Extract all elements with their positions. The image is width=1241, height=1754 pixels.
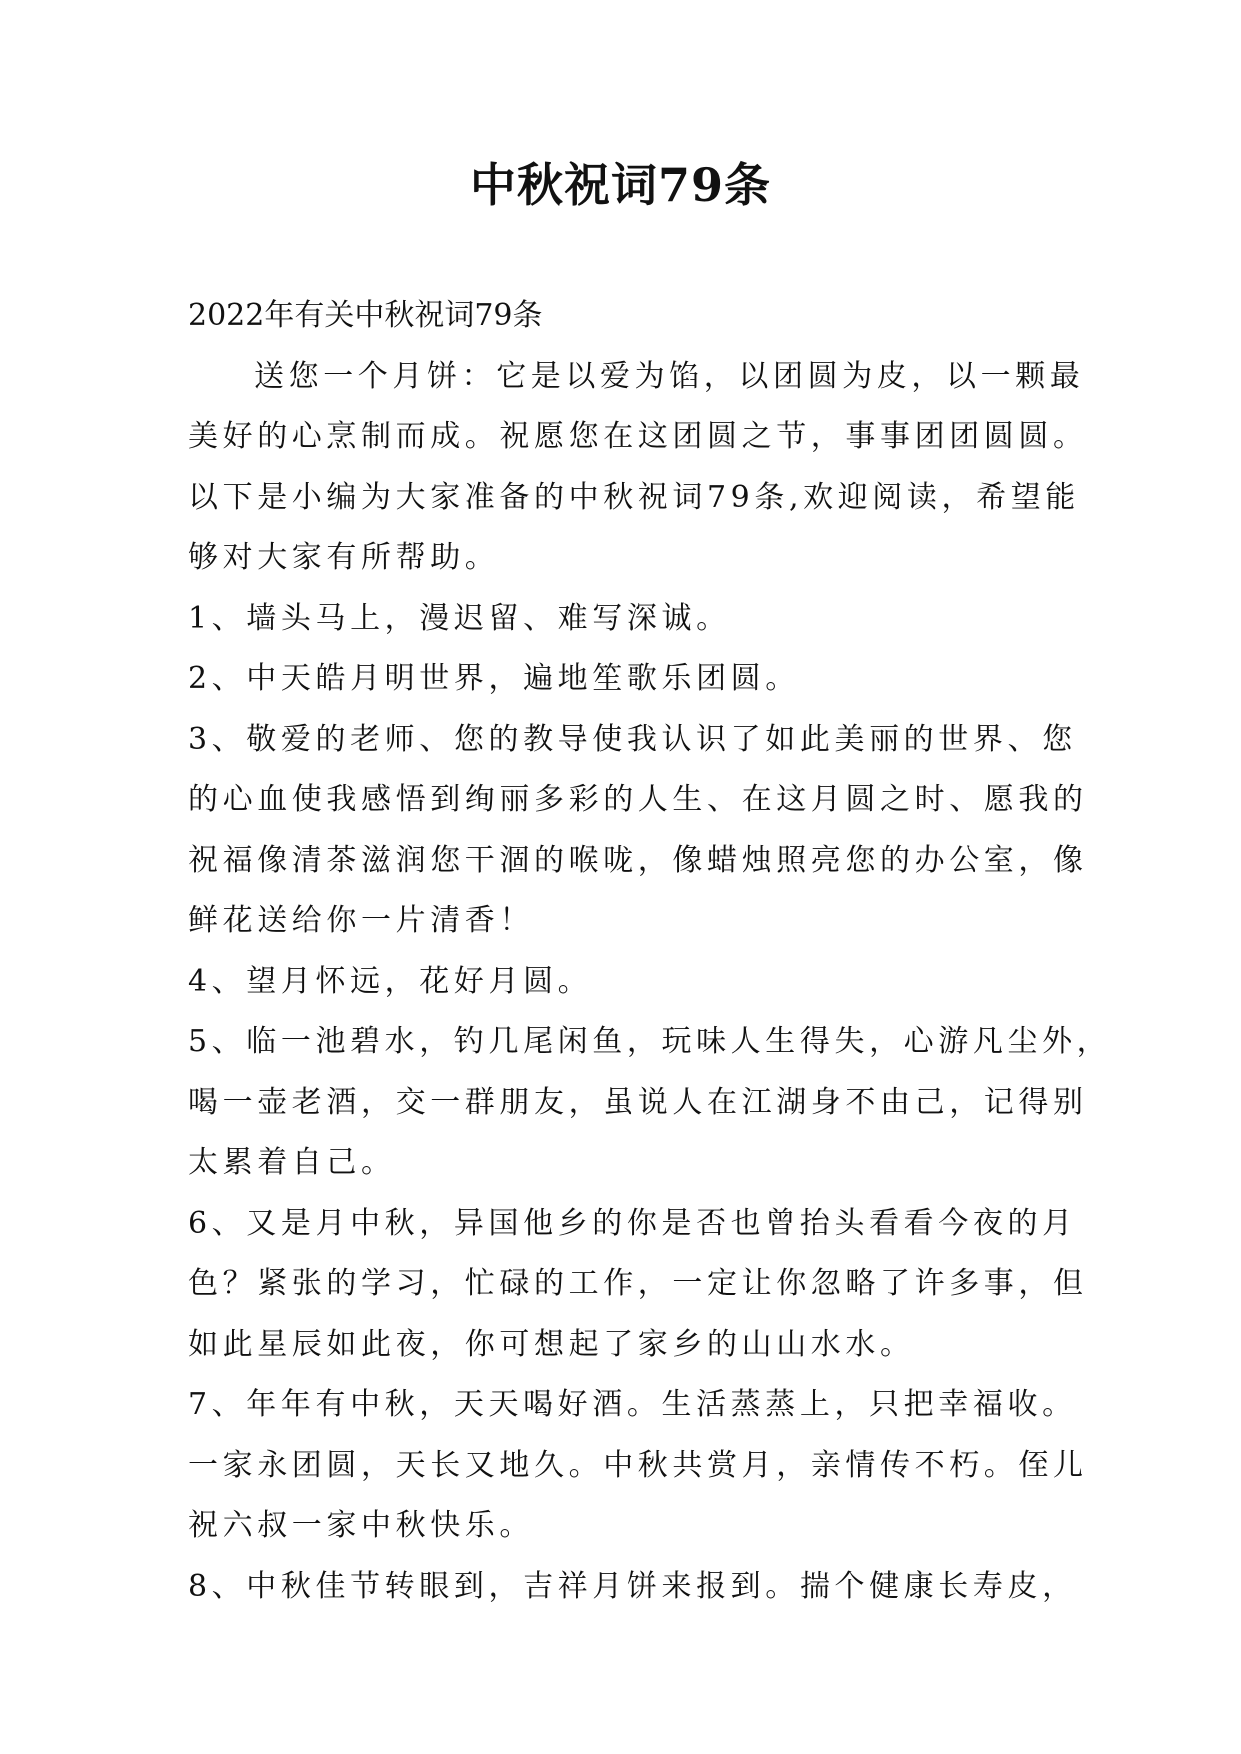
list-item: 5、临一池碧水，钓几尾闲鱼，玩味人生得失，心游凡尘外， xyxy=(188,1024,1112,1059)
list-item-continuation: 如此星辰如此夜，你可想起了家乡的山山水水。 xyxy=(188,1326,915,1362)
list-item-continuation: 色？紧张的学习，忙碌的工作，一定让你忽略了许多事，但 xyxy=(188,1266,1088,1301)
body-line: 送您一个月饼：它是以爱为馅，以团圆为皮，以一颗最 xyxy=(254,358,1085,394)
list-item: 4、望月怀远，花好月圆。 xyxy=(188,963,593,999)
list-item: 2、中天皓月明世界，遍地笙歌乐团圆。 xyxy=(188,661,800,696)
list-item: 3、敬爱的老师、您的教导使我认识了如此美丽的世界、您 xyxy=(188,721,1077,757)
list-item-continuation: 太累着自己。 xyxy=(188,1145,396,1180)
list-item-continuation: 祝福像清茶滋润您干涸的喉咙，像蜡烛照亮您的办公室，像 xyxy=(188,842,1088,878)
list-item-continuation: 喝一壶老酒，交一群朋友，虽说人在江湖身不由己，记得别 xyxy=(188,1084,1088,1120)
body-line: 美好的心烹制而成。祝愿您在这团圆之节，事事团团圆圆。 xyxy=(188,419,1088,454)
list-item-continuation: 祝六叔一家中秋快乐。 xyxy=(188,1508,534,1543)
body-line: 以下是小编为大家准备的中秋祝词79条,欢迎阅读，希望能 xyxy=(188,479,1080,515)
list-item-continuation: 鲜花送给你一片清香！ xyxy=(188,903,534,938)
body-line: 够对大家有所帮助。 xyxy=(188,540,500,575)
document-body xyxy=(188,286,1112,1617)
list-item: 6、又是月中秋，异国他乡的你是否也曾抬头看看今夜的月 xyxy=(188,1205,1077,1241)
list-item: 1、墙头马上，漫迟留、难写深诚。 xyxy=(188,600,731,636)
list-item: 8、中秋佳节转眼到，吉祥月饼来报到。揣个健康长寿皮， xyxy=(188,1568,1077,1604)
document-title: 中秋祝词79条 xyxy=(469,158,771,212)
list-item-continuation: 的心血使我感悟到绚丽多彩的人生、在这月圆之时、愿我的 xyxy=(188,782,1088,817)
list-item-continuation: 一家永团圆，天长又地久。中秋共赏月，亲情传不朽。侄儿 xyxy=(188,1447,1088,1483)
body-line-subtitle: 2022年有关中秋祝词79条 xyxy=(188,298,543,333)
list-item: 7、年年有中秋，天天喝好酒。生活蒸蒸上，只把幸福收。 xyxy=(188,1387,1077,1422)
